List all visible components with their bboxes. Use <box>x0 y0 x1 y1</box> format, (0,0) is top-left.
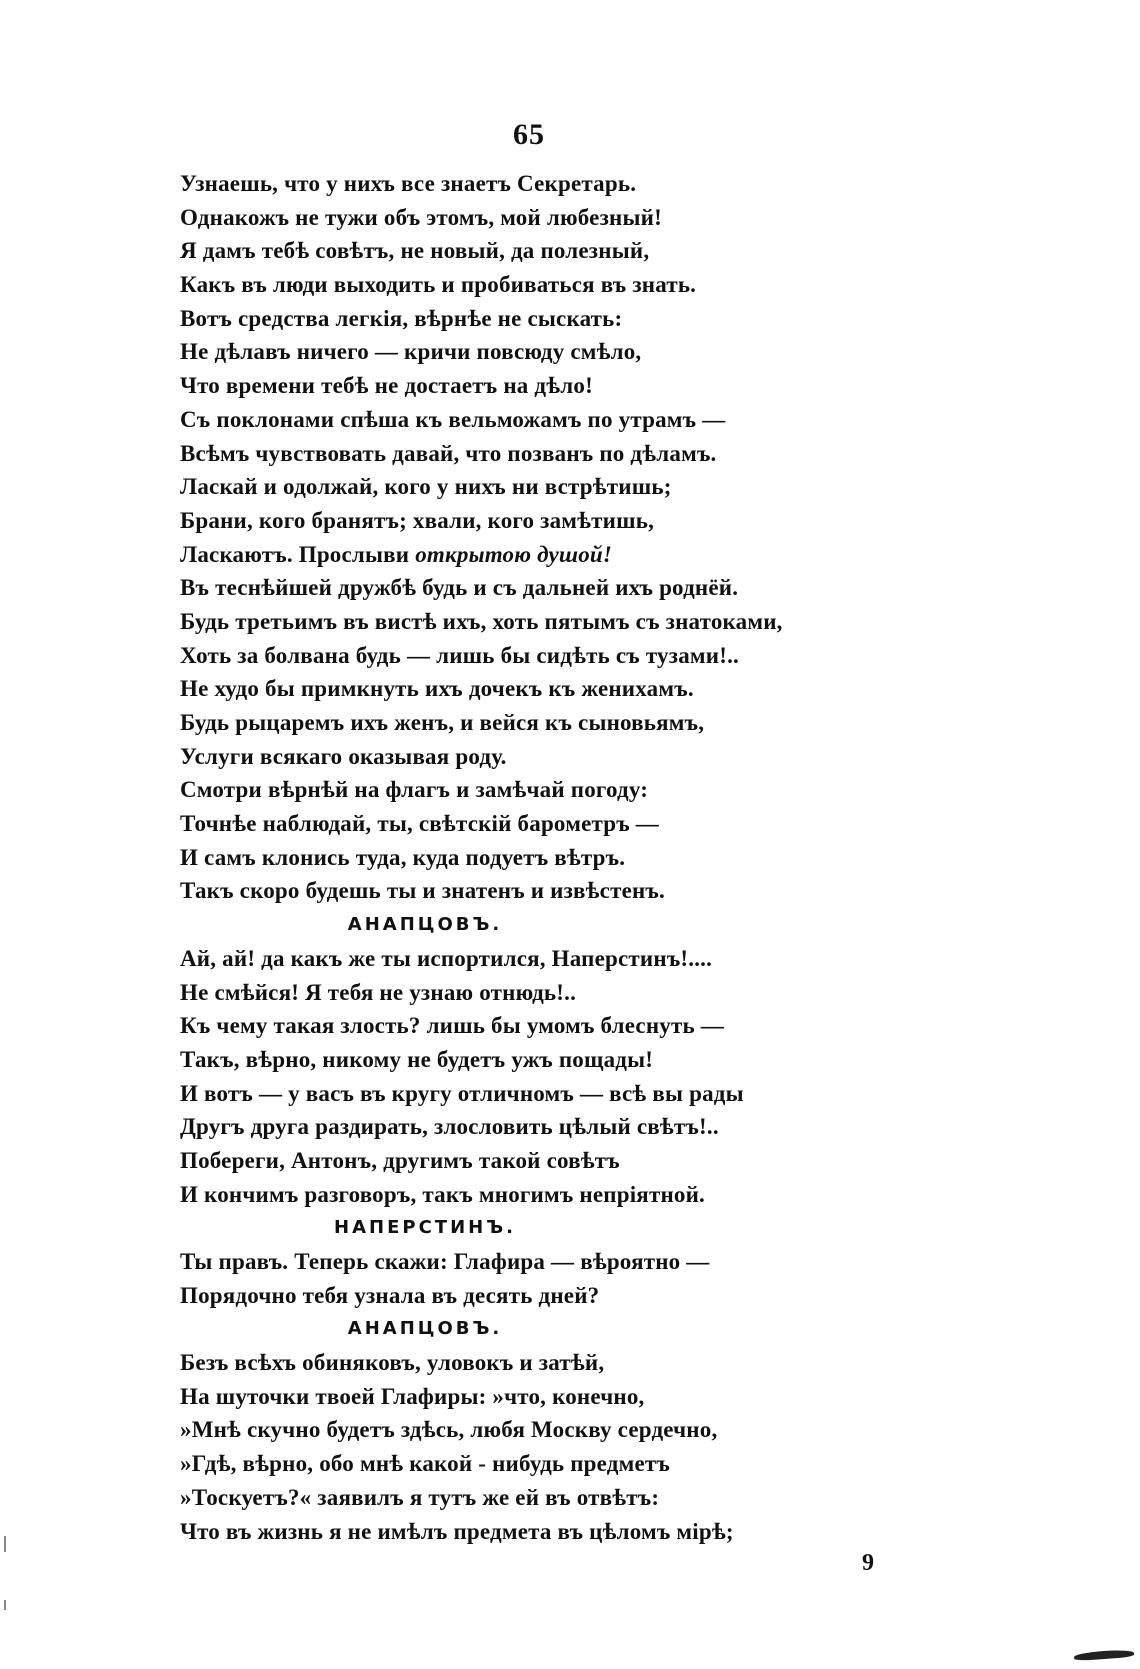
verse-line: Что въ жизнь я не имѣлъ предмета въ цѣломъ мірѣ; <box>180 1518 734 1544</box>
verse-line: Брани, кого бранятъ; хвали, кого замѣтишь, <box>180 507 655 533</box>
verse-line: Услуги всякаго оказывая роду. <box>180 743 507 769</box>
verse-line: Однакожъ не тужи объ этомъ, мой любезный! <box>180 204 662 230</box>
speaker-name: АНАПЦОВЪ. <box>347 1318 503 1340</box>
verse-line: Ты правъ. Теперь скажи: Глафира — вѣроятно — <box>180 1249 710 1274</box>
verse-line: Съ поклонами спѣша къ вельможамъ по утрамъ — <box>180 406 726 432</box>
verse-line: Что времени тебѣ не достаетъ на дѣло! <box>180 373 593 399</box>
verse-line: Вотъ средства легкія, вѣрнѣе не сыскать: <box>180 305 623 331</box>
verse-line: Не худо бы примкнуть ихъ дочекъ къ женихамъ. <box>180 676 694 702</box>
verse-line: На шуточки твоей Глафиры: »что, конечно, <box>180 1383 645 1409</box>
verse-line: »Тоскуетъ?« заявилъ я тутъ же ей въ отвѣтъ: <box>180 1484 660 1510</box>
scan-edge-mark <box>4 1600 6 1610</box>
verse-line: Точнѣе наблюдай, ты, свѣтскій барометръ — <box>180 811 660 837</box>
verse-line <box>180 538 820 572</box>
verse-line: Не смѣйся! Я тебя не узнаю отнюдь!.. <box>180 979 577 1005</box>
verse-line: Узнаешь, что у нихъ все знаетъ Секретарь. <box>180 171 637 196</box>
verse-line: И кончимъ разговоръ, такъ многимъ непріятной. <box>180 1181 706 1207</box>
verse-line: Ай, ай! да какъ же ты испортился, Наперстинъ!.... <box>180 945 713 971</box>
verse-line: Будь рыцаремъ ихъ женъ, и вейся къ сыновьямъ, <box>180 710 705 735</box>
verse-line: Всѣмъ чувствовать давай, что позванъ по дѣламъ. <box>180 440 717 466</box>
verse-line: Къ чему такая злость? лишь бы умомъ блеснуть — <box>180 1013 725 1039</box>
verse-line: Ласкай и одолжай, кого у нихъ ни встрѣтишь; <box>180 474 672 500</box>
verse-line: Хоть за болвана будь — лишь бы сидѣть съ тузами!.. <box>180 642 739 668</box>
verse-line: Такъ скоро будешь ты и знатенъ и извѣстенъ. <box>180 878 665 904</box>
verse-line-text: Ласкаютъ. Прослыви <box>180 541 416 567</box>
speaker-name: АНАПЦОВЪ. <box>347 914 503 936</box>
speaker-name: НАПЕРСТИНЪ. <box>334 1217 516 1239</box>
page-number: 65 <box>513 118 545 151</box>
verse-text-block <box>180 167 820 1548</box>
printer-signature-mark: 9 <box>862 1550 874 1576</box>
verse-line-emphasis: открытою душой! <box>415 541 613 567</box>
verse-line: Такъ, вѣрно, никому не будетъ ужъ пощады! <box>180 1046 654 1072</box>
verse-line: Порядочно тебя узнала въ десять дней? <box>180 1282 600 1308</box>
verse-line: »Гдѣ, вѣрно, обо мнѣ какой - нибудь предметъ <box>180 1451 670 1477</box>
verse-line: Другъ друга раздирать, злословить цѣлый свѣтъ!.. <box>180 1114 719 1140</box>
verse-line: »Мнѣ скучно будетъ здѣсь, любя Москву сердечно, <box>180 1417 718 1443</box>
verse-line: Въ теснѣйшей дружбѣ будь и съ дальней ихъ роднёй. <box>180 575 739 601</box>
verse-line: И вотъ — у васъ въ кругу отличномъ — всѣ вы рады <box>180 1080 744 1106</box>
verse-line: Смотри вѣрнѣй на флагъ и замѣчай погоду: <box>180 777 649 803</box>
verse-line: Какъ въ люди выходить и пробиваться въ знать. <box>180 272 697 298</box>
verse-line: Не дѣлавъ ничего — кричи повсюду смѣло, <box>180 339 642 365</box>
verse-line: Побереги, Антонъ, другимъ такой совѣтъ <box>180 1147 620 1173</box>
verse-line: Я дамъ тебѣ совѣтъ, не новый, да полезный, <box>180 238 650 264</box>
scan-edge-mark <box>4 1536 6 1552</box>
verse-line: И самъ клонись туда, куда подуетъ вѣтръ. <box>180 844 626 870</box>
scan-corner-smudge <box>1074 1649 1134 1661</box>
verse-line: Безъ всѣхъ обиняковъ, уловокъ и затѣй, <box>180 1350 605 1376</box>
verse-line: Будь третьимъ въ вистѣ ихъ, хоть пятымъ съ знатоками, <box>180 608 783 634</box>
